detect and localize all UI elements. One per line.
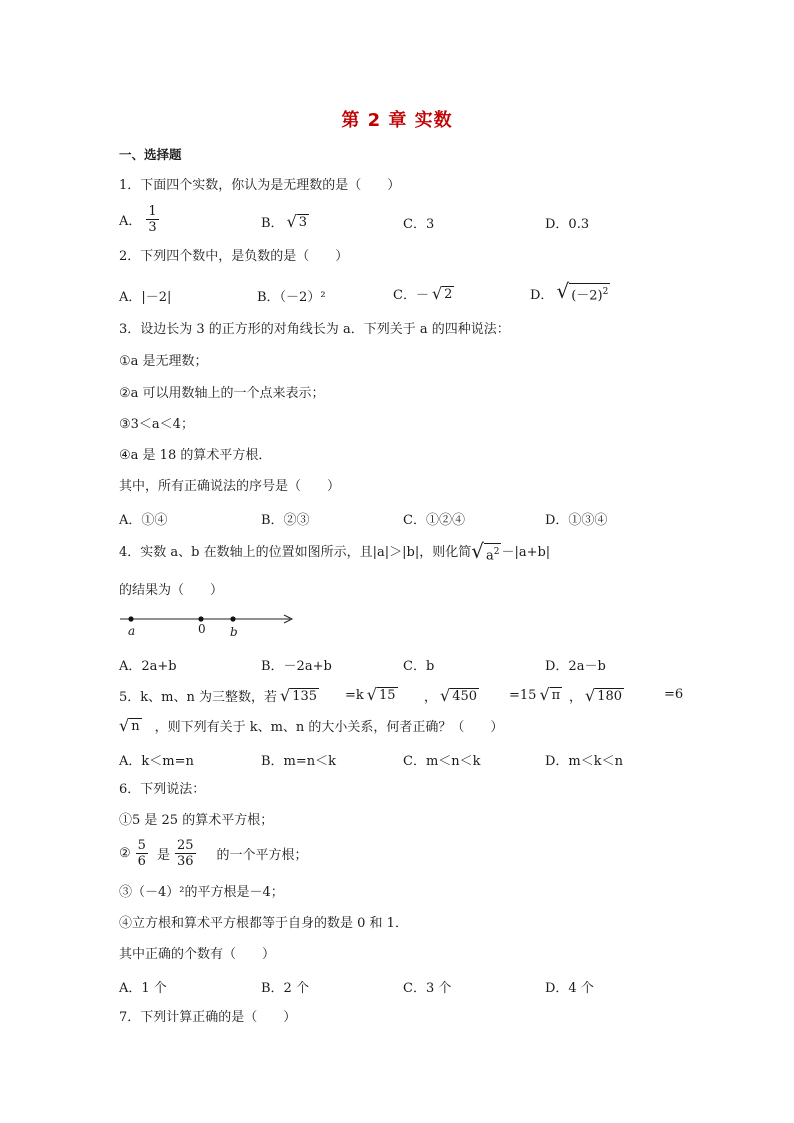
question-7-stem: 7．下列计算正确的是（ ） [119, 1010, 297, 1025]
q4-stem-continued: 的结果为（ ） [119, 583, 224, 598]
q4-option-a: A．2a+b [119, 659, 177, 674]
radicand: 180 [597, 688, 623, 704]
q3-option-d: D．①③④ [545, 513, 608, 528]
radicand: 2 [444, 286, 453, 302]
radical-sign-icon: √ [440, 685, 451, 705]
q5-option-d: D．m＜k＜n [545, 754, 624, 769]
sqrt-450 [440, 687, 479, 705]
stem-text: ， [424, 690, 438, 705]
denominator: 36 [176, 854, 194, 869]
q6-statement-3: ③（－4）²的平方根是－4； [119, 885, 284, 900]
q2-option-c [393, 284, 454, 303]
q3-option-b: B．②③ [261, 513, 310, 528]
q6-statement-1: ①5 是 25 的算术平方根； [119, 813, 274, 828]
option-label: D． [530, 287, 554, 303]
q6-statement-2 [119, 838, 308, 869]
radical-sign-icon: √ [366, 685, 377, 704]
stem-text: ，则下列有关于 k、m、n 的大小关系，何者正确？（ ） [154, 720, 504, 735]
stem-text: =15 [509, 687, 537, 703]
radical-sign-icon: √ [286, 211, 297, 231]
q6-option-b: B．2 个 [261, 981, 309, 996]
sqrt-pi [539, 686, 562, 704]
sqrt-expression [287, 213, 309, 231]
radical-sign-icon: √ [471, 539, 484, 563]
q6-option-d: D．4 个 [545, 981, 594, 996]
statement-text: 的一个平方根； [216, 848, 308, 863]
radical-sign-icon: √ [431, 283, 443, 303]
question-5-stem-part1 [119, 686, 319, 705]
q1-option-d: D．0.3 [545, 217, 590, 232]
q3-statement-4: ④a 是 18 的算术平方根． [119, 448, 272, 463]
radical-sign-icon: √ [539, 685, 550, 704]
exponent: 2 [493, 547, 500, 557]
sqrt-expression [432, 285, 454, 303]
label-zero: 0 [198, 622, 206, 636]
point-0 [198, 616, 203, 621]
radical-sign-icon: √ [279, 685, 291, 705]
radicand-base: a [485, 548, 494, 564]
fraction-25-36 [175, 838, 196, 869]
q5-eq-1 [345, 686, 398, 704]
statement-marker: ② [119, 846, 131, 861]
section-heading: 一、选择题 [119, 147, 182, 162]
point-b [230, 616, 235, 621]
question-4-stem [119, 539, 551, 564]
q6-question: 其中正确的个数有（ ） [119, 947, 276, 962]
question-5-stem-part2 [119, 716, 503, 735]
point-a [128, 616, 133, 621]
radical-sign-icon: √ [585, 685, 596, 705]
q2-option-a: A．|－2| [119, 290, 172, 305]
q3-statement-2: ②a 可以用数轴上的一个点来表示； [119, 386, 325, 401]
q3-option-c: C．①②④ [403, 513, 465, 528]
q6-statement-4: ④立方根和算术平方根都等于自身的数是 0 和 1． [119, 916, 408, 931]
q2-option-d [530, 279, 610, 304]
question-1-stem: 1．下面四个实数，你认为是无理数的是（ ） [119, 178, 401, 193]
number-line-figure [118, 610, 298, 644]
q3-statement-1: ①a 是无理数； [119, 354, 208, 369]
label-b: b [230, 625, 238, 639]
q1-option-a [119, 204, 161, 235]
denominator: 6 [137, 854, 146, 869]
label-a: a [128, 624, 136, 638]
sqrt-135 [280, 687, 319, 705]
q4-option-b: B．－2a+b [261, 659, 332, 674]
option-label: C．－ [393, 288, 429, 303]
q5-eq-5: =6 [664, 687, 684, 702]
radicand-base: (－2) [571, 288, 603, 304]
q5-eq-2 [424, 686, 479, 705]
q4-option-c: C．b [403, 659, 435, 674]
q5-option-c: C．m＜n＜k [403, 754, 481, 769]
q5-option-b: B．m=n＜k [261, 754, 337, 769]
q6-option-c: C．3 个 [403, 981, 452, 996]
q1-option-b [261, 212, 309, 231]
radicand: π [551, 688, 561, 703]
stem-text-tail: －|a+b| [501, 545, 551, 561]
fraction-5-6 [136, 838, 148, 869]
q4-option-d: D．2a－b [545, 659, 606, 674]
q5-option-a: A．k＜m=n [119, 754, 194, 769]
stem-text: ， [569, 690, 583, 705]
fraction [146, 204, 158, 235]
q5-eq-3 [509, 686, 562, 704]
q3-option-a: A．①④ [119, 513, 168, 528]
stem-text: =k [345, 687, 364, 703]
question-6-stem: 6．下列说法： [119, 782, 206, 797]
radicand: 450 [452, 688, 478, 704]
radicand: 135 [292, 688, 318, 704]
radicand: n [131, 718, 140, 734]
statement-text: 是 [156, 848, 170, 863]
radicand [569, 283, 610, 304]
sqrt-expression [556, 279, 610, 304]
option-label: B． [261, 216, 284, 231]
q3-statement-3: ③3＜a＜4； [119, 417, 194, 432]
q1-option-c: C．3 [403, 217, 435, 232]
radicand: 3 [298, 214, 308, 230]
sqrt-15 [367, 686, 398, 704]
q3-question: 其中，所有正确说法的序号是（ ） [119, 479, 341, 494]
option-label: A． [119, 214, 142, 229]
radical-sign-icon: √ [119, 715, 130, 735]
sqrt-180 [585, 687, 624, 705]
stem-text: 5．k、m、n 为三整数，若 [119, 690, 277, 705]
radical-sign-icon: √ [556, 279, 570, 303]
exponent: 2 [602, 287, 609, 297]
q2-option-b: B．（－2）² [257, 290, 326, 305]
numerator: 5 [137, 838, 146, 853]
sqrt-expression [471, 539, 501, 564]
radicand: 15 [378, 688, 396, 703]
denominator: 3 [148, 220, 157, 235]
question-2-stem: 2．下列四个数中，是负数的是（ ） [119, 249, 349, 264]
numerator: 1 [148, 204, 157, 219]
sqrt-n [119, 717, 142, 735]
page-title: 第 2 章 实数 [341, 110, 453, 131]
number-line-axis [118, 610, 298, 630]
q5-eq-4 [569, 686, 624, 705]
radicand [484, 543, 502, 564]
question-3-stem: 3．设边长为 3 的正方形的对角线长为 a．下列关于 a 的四种说法： [119, 322, 510, 337]
numerator: 25 [176, 838, 194, 853]
q6-option-a: A．1 个 [119, 981, 167, 996]
stem-text: 4．实数 a、b 在数轴上的位置如图所示，且|a|＞|b|，则化简 [119, 545, 472, 561]
